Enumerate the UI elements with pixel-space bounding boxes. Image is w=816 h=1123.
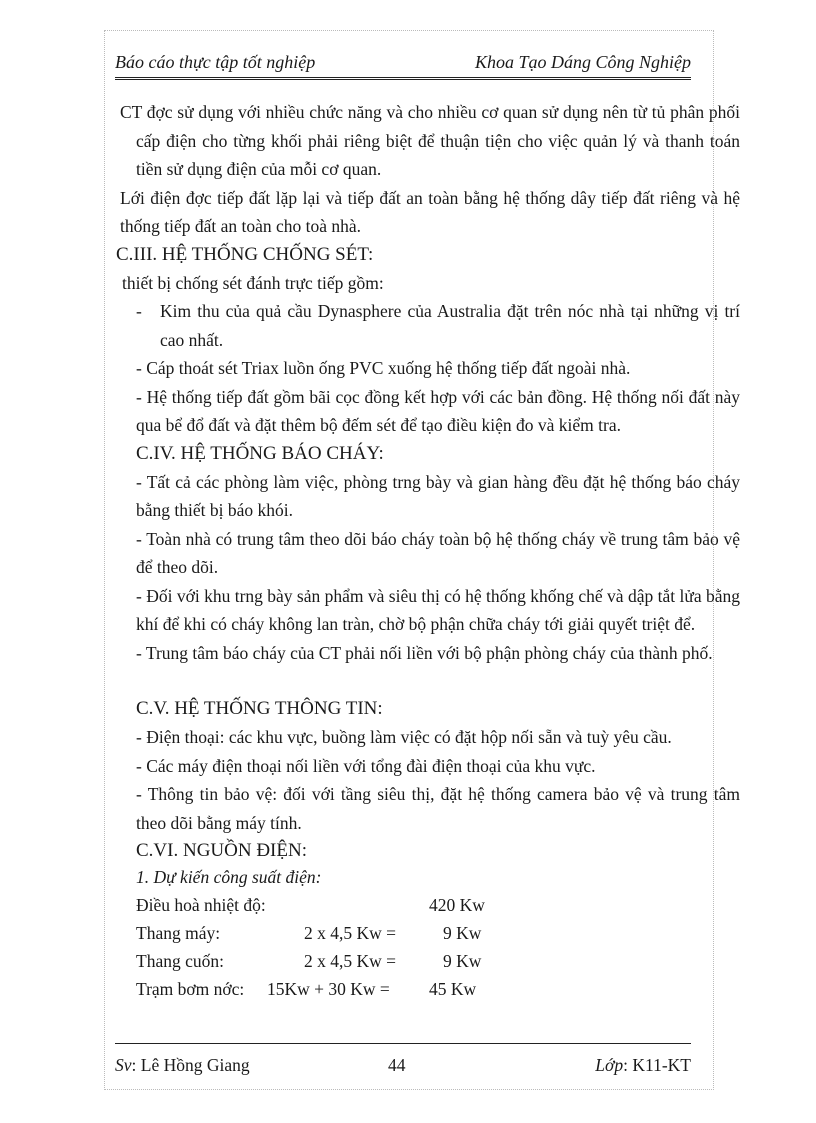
lightning-item-1 — [136, 297, 740, 354]
fire-item-3: - Đối với khu trng bày sản phẩm và siêu thị có hệ thống khống chế và dập tắt lửa bằng khí để khi có cháy không lan tràn, chờ bộ phận chữa cháy tới giải quyết triệt để. — [136, 585, 740, 634]
class-value: : K11-KT — [623, 1055, 691, 1075]
page-footer — [115, 1055, 691, 1079]
power-row — [136, 891, 740, 919]
power-row-name: Thang máy: — [136, 923, 221, 943]
power-row — [136, 975, 740, 1003]
power-row-value: 420 Kw — [429, 895, 485, 915]
power-row — [136, 919, 740, 947]
fire-item-2: - Toàn nhà có trung tâm theo dõi báo cháy toàn bộ hệ thống cháy về trung tâm bảo vệ để theo dõi. — [136, 528, 740, 577]
power-row-calc: 15Kw + 30 Kw = — [267, 979, 390, 999]
power-row — [136, 947, 740, 975]
power-row-value: 9 Kw — [443, 923, 482, 943]
header-right: Khoa Tạo Dáng Công Nghiệp — [474, 52, 691, 72]
comm-item-1: - Điện thoại: các khu vực, buồng làm việc có đặt hộp nối sẵn và tuỳ yêu cầu. — [136, 727, 672, 747]
paragraph-grounding-text: Lới điện đợc tiếp đất lặp lại và tiếp đất an toàn bằng hệ thống dây tiếp đất riêng và hệ thống tiếp đất an toàn cho toà nhà. — [120, 187, 740, 236]
dash-marker: - — [136, 301, 142, 321]
power-row-name: Thang cuốn: — [136, 951, 224, 971]
section-heading-fire-alarm: C.IV. HỆ THỐNG BÁO CHÁY: — [136, 442, 384, 464]
footer-rule — [115, 1043, 691, 1044]
paragraph-intro — [120, 98, 740, 184]
comm-item-2: - Các máy điện thoại nối liền với tổng đài điện thoại của khu vực. — [136, 755, 596, 776]
student-label: Sv — [115, 1055, 132, 1075]
section-heading-power: C.VI. NGUỒN ĐIỆN: — [136, 840, 307, 861]
power-table — [136, 891, 740, 1003]
comm-item-3: - Thông tin bảo vệ: đối với tầng siêu thị, đặt hệ thống camera bảo vệ và trung tâm theo dõi bằng máy tính. — [136, 784, 740, 833]
header-left: Báo cáo thực tập tốt nghiệp — [115, 52, 316, 72]
footer-student — [115, 1055, 250, 1076]
power-subheading: 1. Dự kiến công suất điện: — [136, 867, 322, 887]
lightning-item-1-text: Kim thu của quả cầu Dynasphere của Australia đặt trên nóc nhà tại những vị trí cao nhất. — [160, 301, 740, 350]
document-body — [116, 98, 740, 1003]
power-row-name: Điều hoà nhiệt độ: — [136, 895, 266, 915]
fire-item-4: - Trung tâm báo cháy của CT phải nối liền với bộ phận phòng cháy của thành phố. — [136, 642, 713, 663]
lightning-item-2: - Cáp thoát sét Triax luồn ống PVC xuống hệ thống tiếp đất ngoài nhà. — [136, 358, 631, 378]
power-row-calc: 2 x 4,5 Kw = — [304, 923, 397, 943]
power-row-name: Trạm bơm nớc: — [136, 979, 245, 999]
header-rule — [115, 77, 691, 80]
power-row-calc: 2 x 4,5 Kw = — [304, 951, 397, 971]
footer-class — [595, 1055, 691, 1076]
student-name: : Lê Hồng Giang — [131, 1055, 250, 1075]
lightning-item-3: - Hệ thống tiếp đất gồm bãi cọc đồng kết hợp với các bản đồng. Hệ thống nối đất này qua bể đổ đất và đặt thêm bộ đếm sét để tạo điều kiện đo và kiểm tra. — [136, 386, 740, 435]
paragraph-grounding — [120, 184, 740, 241]
page-number: 44 — [388, 1055, 406, 1075]
lightning-intro: thiết bị chống sét đánh trực tiếp gồm: — [122, 272, 384, 293]
power-row-value: 45 Kw — [429, 979, 477, 999]
fire-item-1: - Tất cả các phòng làm việc, phòng trng bày và gian hàng đều đặt hệ thống báo cháy bằng thiết bị báo khói. — [136, 471, 740, 520]
section-heading-communication: C.V. HỆ THỐNG THÔNG TIN: — [136, 698, 383, 719]
page-header — [115, 52, 691, 78]
paragraph-intro-text: CT đợc sử dụng với nhiều chức năng và cho nhiều cơ quan sử dụng nên từ tủ phân phối cấp điện cho từng khối phải riêng biệt để thuận tiện cho việc quản lý và thanh toán tiền sử dụng điện của mỗi cơ quan. — [120, 102, 740, 179]
power-row-value: 9 Kw — [443, 951, 482, 971]
class-label: Lớp — [595, 1055, 624, 1075]
section-heading-lightning: C.III. HỆ THỐNG CHỐNG SÉT: — [116, 243, 374, 265]
